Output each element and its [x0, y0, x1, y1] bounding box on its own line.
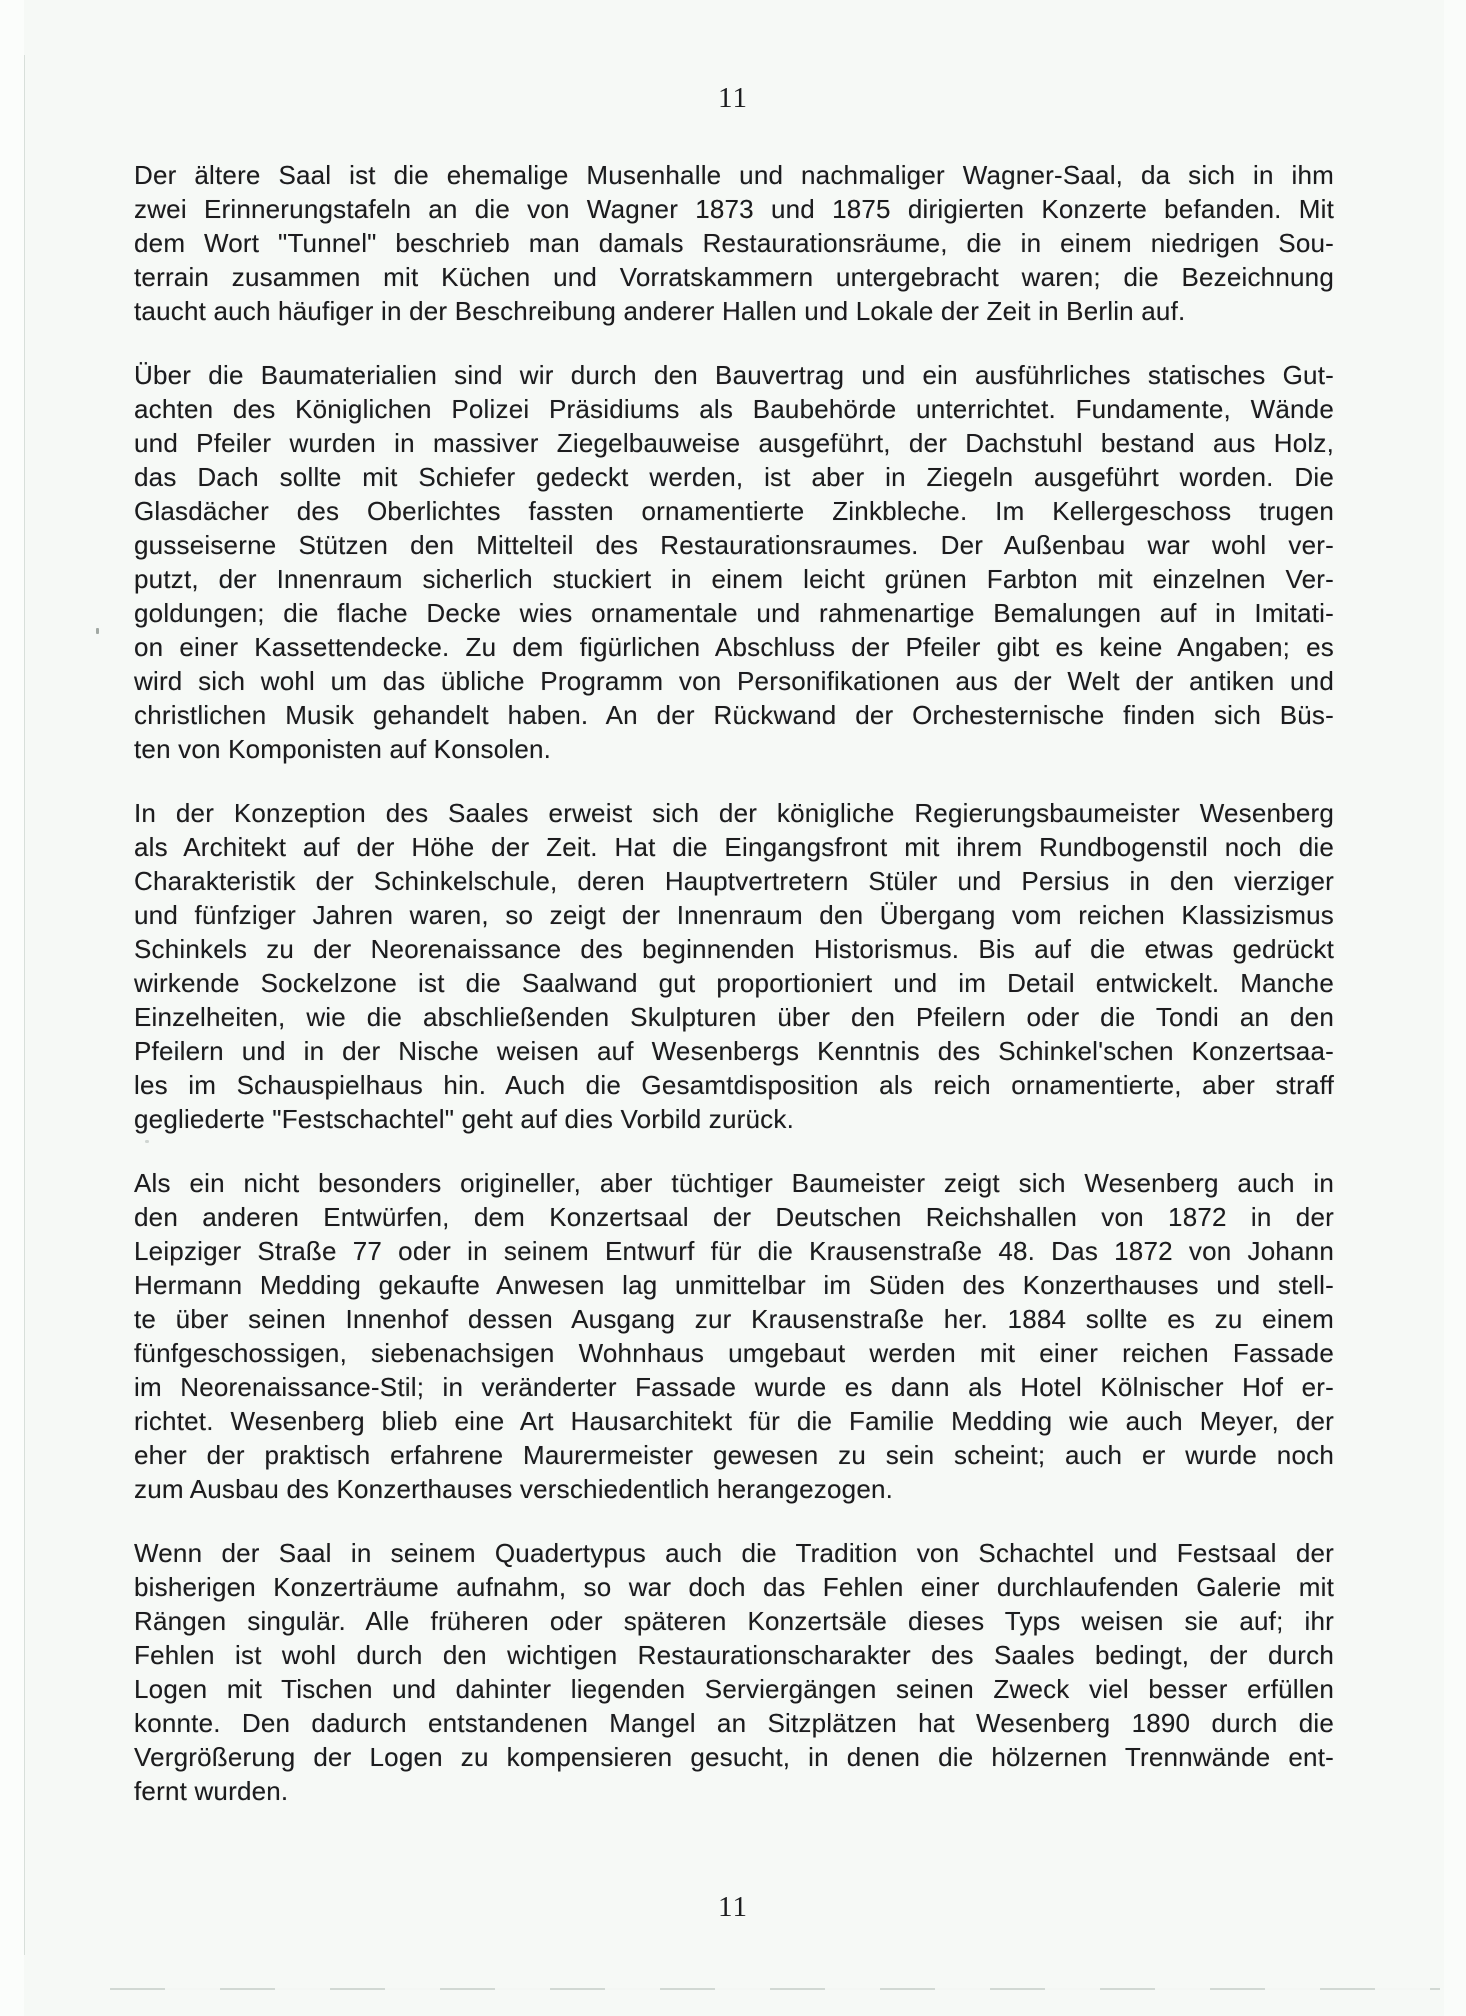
- text-line: Schinkels zu der Neorenaissance des beginnenden Historismus. Bis auf die etwas gedrückt: [134, 934, 1334, 964]
- text-line: Hermann Medding gekaufte Anwesen lag unmittelbar im Süden des Konzerthauses und stell-: [134, 1270, 1334, 1300]
- text-line: wird sich wohl um das übliche Programm von Personifikationen aus der Welt der antiken und: [134, 666, 1334, 696]
- text-line: putzt, der Innenraum sicherlich stuckiert in einem leicht grünen Farbton mit einzelnen Ver-: [134, 564, 1334, 594]
- text-line: im Neorenaissance-Stil; in veränderter Fassade wurde es dann als Hotel Kölnischer Hof er-: [134, 1372, 1334, 1402]
- text-line: gegliederte "Festschachtel" geht auf dies Vorbild zurück.: [134, 1104, 795, 1134]
- paragraph: [134, 796, 1334, 1136]
- paragraph: [134, 1166, 1334, 1506]
- text-line: Pfeilern und in der Nische weisen auf Wesenbergs Kenntnis des Schinkel'schen Konzertsaa-: [134, 1036, 1334, 1066]
- text-line: dem Wort "Tunnel" beschrieb man damals Restaurationsräume, die in einem niedrigen Sou-: [134, 228, 1334, 258]
- text-line: taucht auch häufiger in der Beschreibung anderer Hallen und Lokale der Zeit in Berlin auf.: [134, 296, 1186, 326]
- text-line: konnte. Den dadurch entstandenen Mangel an Sitzplätzen hat Wesenberg 1890 durch die: [134, 1708, 1334, 1738]
- text-line: Über die Baumaterialien sind wir durch den Bauvertrag und ein ausführliches statisches Gut-: [134, 360, 1334, 390]
- text-line: richtet. Wesenberg blieb eine Art Hausarchitekt für die Familie Medding wie auch Meyer, der: [134, 1406, 1334, 1436]
- text-line: zwei Erinnerungstafeln an die von Wagner 1873 und 1875 dirigierten Konzerte befanden. Mit: [134, 194, 1334, 224]
- body-text: [134, 158, 1334, 1808]
- text-line: den anderen Entwürfen, dem Konzertsaal der Deutschen Reichshallen von 1872 in der: [134, 1202, 1334, 1232]
- text-line: achten des Königlichen Polizei Präsidiums als Baubehörde unterrichtet. Fundamente, Wände: [134, 394, 1334, 424]
- paragraph: [134, 158, 1334, 328]
- text-line: Glasdächer des Oberlichtes fassten ornamentierte Zinkbleche. Im Kellergeschoss trugen: [134, 496, 1334, 526]
- text-line: Logen mit Tischen und dahinter liegenden Serviergängen seinen Zweck viel besser erfüllen: [134, 1674, 1334, 1704]
- text-line: terrain zusammen mit Küchen und Vorratskammern untergebracht waren; die Bezeichnung: [134, 262, 1334, 292]
- text-line: Der ältere Saal ist die ehemalige Musenhalle und nachmaliger Wagner-Saal, da sich in ihm: [134, 160, 1334, 190]
- text-line: Charakteristik der Schinkelschule, deren Hauptvertretern Stüler und Persius in den vierziger: [134, 866, 1334, 896]
- text-line: Einzelheiten, wie die abschließenden Skulpturen über den Pfeilern oder die Tondi an den: [134, 1002, 1334, 1032]
- text-line: wirkende Sockelzone ist die Saalwand gut proportioniert und im Detail entwickelt. Manche: [134, 968, 1334, 998]
- text-line: zum Ausbau des Konzerthauses verschiedentlich herangezogen.: [134, 1474, 894, 1504]
- text-line: bisherigen Konzerträume aufnahm, so war doch das Fehlen einer durchlaufenden Galerie mit: [134, 1572, 1334, 1602]
- text-line: ten von Komponisten auf Konsolen.: [134, 734, 552, 764]
- text-line: In der Konzeption des Saales erweist sich der königliche Regierungsbaumeister Wesenberg: [134, 798, 1334, 828]
- text-line: on einer Kassettendecke. Zu dem figürlichen Abschluss der Pfeiler gibt es keine Angaben; es: [134, 632, 1334, 662]
- text-line: fünfgeschossigen, siebenachsigen Wohnhaus umgebaut werden mit einer reichen Fassade: [134, 1338, 1334, 1368]
- scan-artifact-vertical-line: [24, 55, 25, 1955]
- scan-edge-right: [1444, 0, 1466, 2016]
- text-line: als Architekt auf der Höhe der Zeit. Hat die Eingangsfront mit ihrem Rundbogenstil noch die: [134, 832, 1334, 862]
- text-line: te über seinen Innenhof dessen Ausgang zur Krausenstraße her. 1884 sollte es zu einem: [134, 1304, 1334, 1334]
- text-line: Vergrößerung der Logen zu kompensieren gesucht, in denen die hölzernen Trennwände ent-: [134, 1742, 1334, 1772]
- text-line: Wenn der Saal in seinem Quadertypus auch die Tradition von Schachtel und Festsaal der: [134, 1538, 1334, 1568]
- text-line: christlichen Musik gehandelt haben. An der Rückwand der Orchesternische finden sich Büs-: [134, 700, 1334, 730]
- text-line: fernt wurden.: [134, 1776, 289, 1806]
- scan-artifact-bottom-line: [110, 1988, 1440, 1990]
- text-line: gusseiserne Stützen den Mittelteil des Restaurationsraumes. Der Außenbau war wohl ver-: [134, 530, 1334, 560]
- page-number-footer: 11: [718, 1891, 748, 1923]
- scan-edge-left: [0, 0, 24, 2016]
- text-line: Rängen singulär. Alle früheren oder späteren Konzertsäle dieses Typs weisen sie auf; ihr: [134, 1606, 1334, 1636]
- scan-speck: [96, 628, 99, 634]
- text-line: und fünfziger Jahren waren, so zeigt der Innenraum den Übergang vom reichen Klassizismus: [134, 900, 1334, 930]
- paragraph: [134, 1536, 1334, 1808]
- paragraph: [134, 358, 1334, 766]
- text-line: und Pfeiler wurden in massiver Ziegelbauweise ausgeführt, der Dachstuhl bestand aus Holz,: [134, 428, 1334, 458]
- text-line: les im Schauspielhaus hin. Auch die Gesamtdisposition als reich ornamentierte, aber straff: [134, 1070, 1334, 1100]
- text-line: eher der praktisch erfahrene Maurermeister gewesen zu sein scheint; auch er wurde noch: [134, 1440, 1334, 1470]
- text-line: goldungen; die flache Decke wies ornamentale und rahmenartige Bemalungen auf in Imitati-: [134, 598, 1334, 628]
- text-line: Fehlen ist wohl durch den wichtigen Restaurationscharakter des Saales bedingt, der durch: [134, 1640, 1334, 1670]
- text-line: Leipziger Straße 77 oder in seinem Entwurf für die Krausenstraße 48. Das 1872 von Johann: [134, 1236, 1334, 1266]
- text-line: Als ein nicht besonders origineller, aber tüchtiger Baumeister zeigt sich Wesenberg auch in: [134, 1168, 1334, 1198]
- page-number-header: 11: [718, 82, 748, 114]
- text-line: das Dach sollte mit Schiefer gedeckt werden, ist aber in Ziegeln ausgeführt worden. Die: [134, 462, 1334, 492]
